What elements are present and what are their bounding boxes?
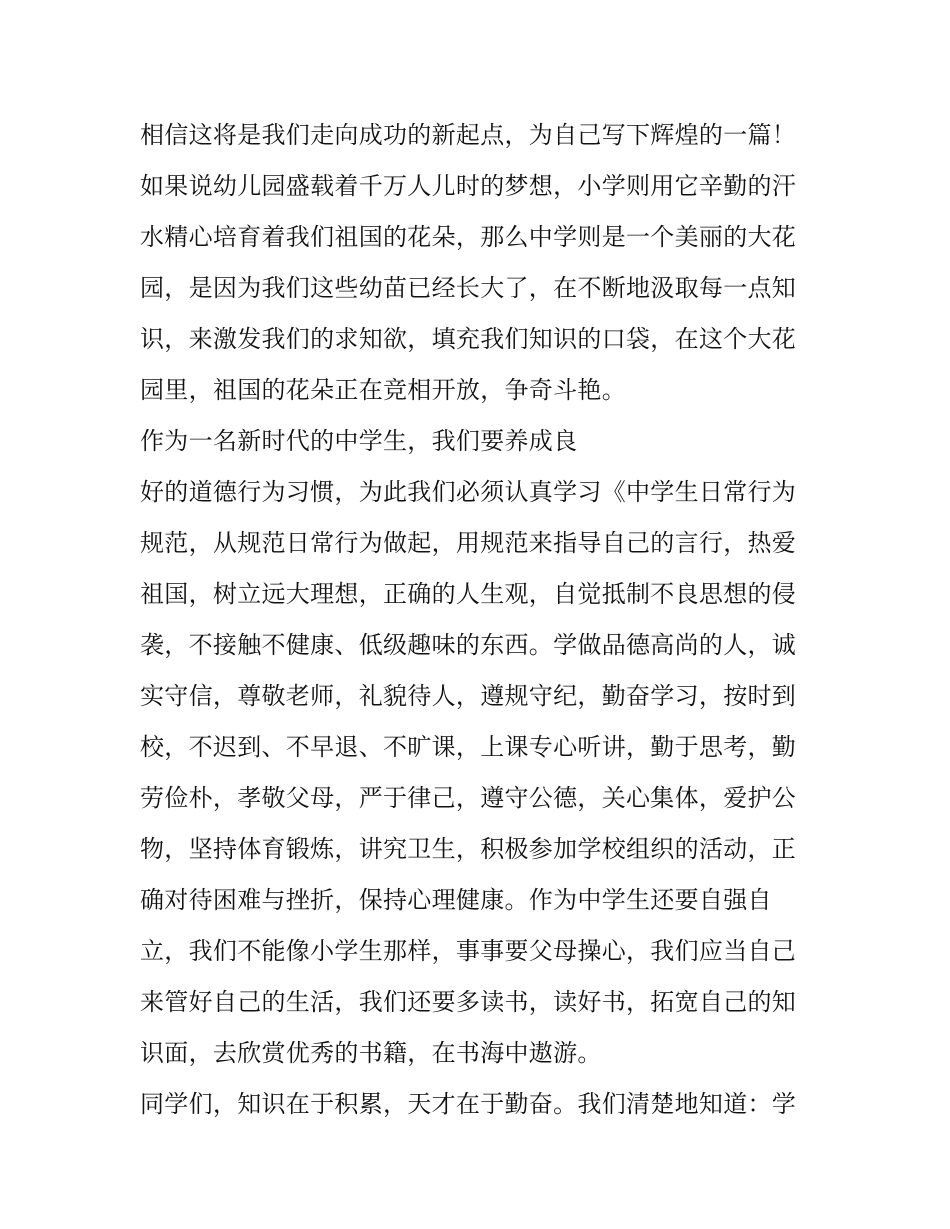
text-line: 袭，不接触不健康、低级趣味的东西。学做品德高尚的人，诚 bbox=[140, 631, 797, 659]
text-line: 同学们，知识在于积累，天才在于勤奋。我们清楚地知道：学 bbox=[140, 1090, 797, 1118]
text-line: 确对待困难与挫折，保持心理健康。作为中学生还要自强自 bbox=[140, 886, 772, 914]
text-line: 校，不迟到、不早退、不旷课，上课专心听讲，勤于思考，勤 bbox=[140, 733, 797, 761]
text-line: 立，我们不能像小学生那样，事事要父母操心，我们应当自己 bbox=[140, 937, 797, 965]
text-line: 识面，去欣赏优秀的书籍，在书海中遨游。 bbox=[140, 1039, 602, 1067]
document-body bbox=[140, 110, 820, 1130]
text-line: 实守信，尊敬老师，礼貌待人，遵规守纪，勤奋学习，按时到 bbox=[140, 682, 797, 710]
text-line: 园里，祖国的花朵正在竞相开放，争奇斗艳。 bbox=[140, 376, 626, 404]
text-line: 劳俭朴，孝敬父母，严于律己，遵守公德，关心集体，爱护公 bbox=[140, 784, 797, 812]
text-line: 好的道德行为习惯，为此我们必须认真学习《中学生日常行为 bbox=[140, 478, 797, 506]
text-line: 水精心培育着我们祖国的花朵，那么中学则是一个美丽的大花 bbox=[140, 223, 797, 251]
text-line: 作为一名新时代的中学生，我们要养成良 bbox=[140, 427, 578, 455]
text-line: 识，来激发我们的求知欲，填充我们知识的口袋，在这个大花 bbox=[140, 325, 797, 353]
text-line: 相信这将是我们走向成功的新起点，为自己写下辉煌的一篇！ bbox=[140, 121, 797, 149]
text-line: 园，是因为我们这些幼苗已经长大了，在不断地汲取每一点知 bbox=[140, 274, 797, 302]
text-line: 如果说幼儿园盛载着千万人儿时的梦想，小学则用它辛勤的汗 bbox=[140, 172, 797, 200]
text-line: 祖国，树立远大理想，正确的人生观，自觉抵制不良思想的侵 bbox=[140, 580, 797, 608]
text-line: 来管好自己的生活，我们还要多读书，读好书，拓宽自己的知 bbox=[140, 988, 797, 1016]
text-line: 规范，从规范日常行为做起，用规范来指导自己的言行，热爱 bbox=[140, 529, 797, 557]
text-line: 物，坚持体育锻炼，讲究卫生，积极参加学校组织的活动，正 bbox=[140, 835, 797, 863]
